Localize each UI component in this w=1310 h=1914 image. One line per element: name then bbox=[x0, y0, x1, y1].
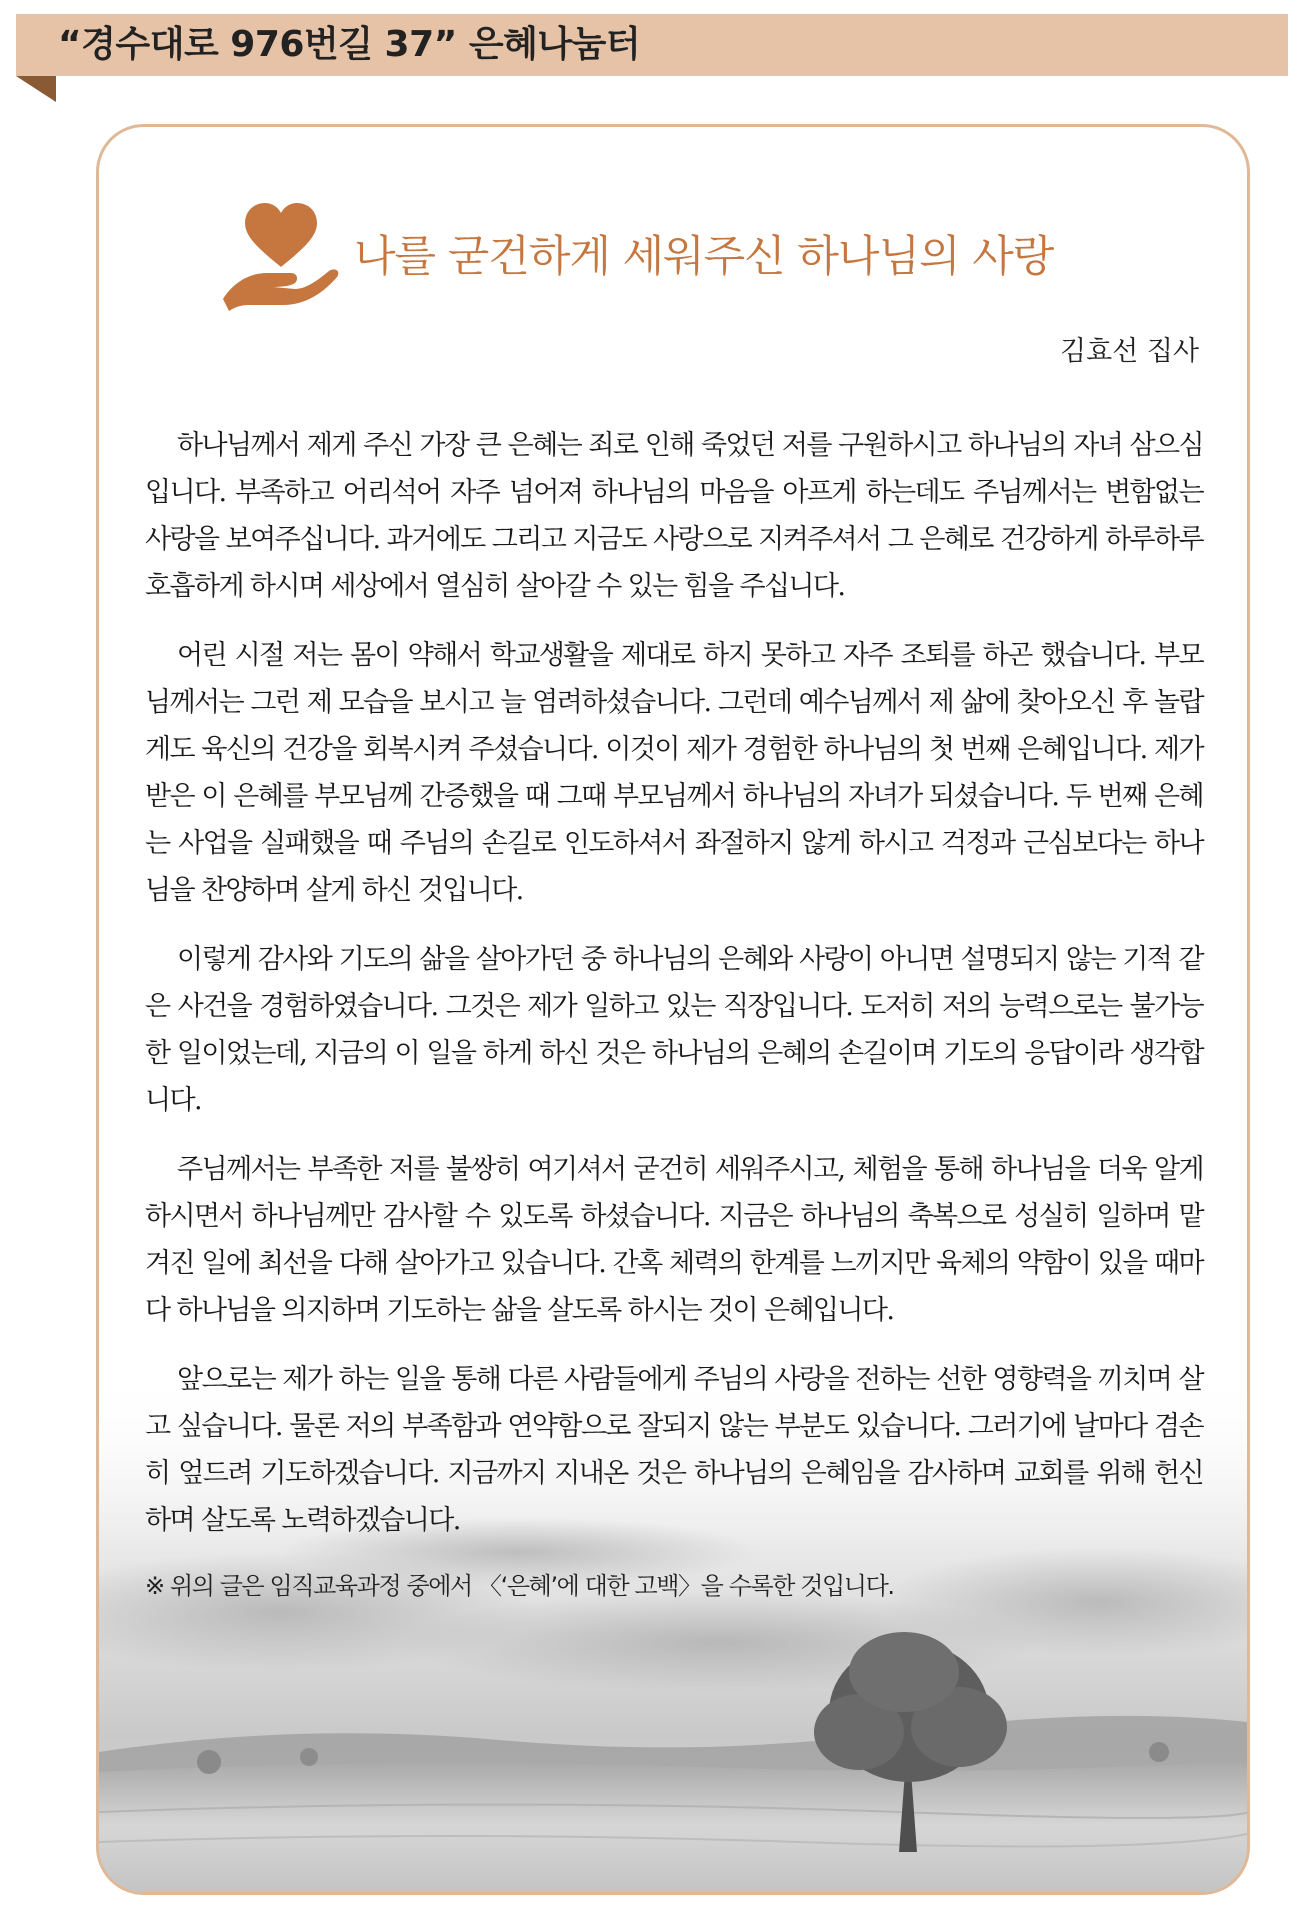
header-tab-corner bbox=[16, 76, 56, 102]
article-body bbox=[145, 422, 1203, 1606]
article-card bbox=[96, 124, 1250, 1895]
author-name: 김효선 집사 bbox=[1060, 336, 1199, 367]
article-title-row bbox=[219, 197, 1139, 317]
article-title: 나를 굳건하게 세워주신 하나님의 사랑 bbox=[354, 232, 1054, 282]
heart-in-hand-icon bbox=[219, 197, 343, 317]
paragraph: 하나님께서 제게 주신 가장 큰 은혜는 죄로 인해 죽었던 저를 구원하시고 하나님의 자녀 삼으심입니다. 부족하고 어리석어 자주 넘어져 하나님의 마음을 아프게 하는데도 주님께서는 변함없는 사랑을 보여주십니다. 과거에도 그리고 지금도 사랑으로 지켜주셔서 그 은혜로 건강하게 하루하루 호흡하게 하시며 세상에서 열심히 살아갈 수 있는 힘을 주십니다. bbox=[145, 430, 1203, 602]
paragraph: 주님께서는 부족한 저를 불쌍히 여기셔서 굳건히 세워주시고, 체험을 통해 하나님을 더욱 알게 하시면서 하나님께만 감사할 수 있도록 하셨습니다. 지금은 하나님의 축복으로 성실히 일하며 맡겨진 일에 최선을 다해 살아가고 있습니다. 간혹 체력의 한계를 느끼지만 육체의 약함이 있을 때마다 하나님을 의지하며 기도하는 삶을 살도록 하시는 것이 은혜입니다. bbox=[145, 1154, 1203, 1326]
paragraph: 이렇게 감사와 기도의 삶을 살아가던 중 하나님의 은혜와 사랑이 아니면 설명되지 않는 기적 같은 사건을 경험하였습니다. 그것은 제가 일하고 있는 직장입니다. 도저히 저의 능력으로는 불가능한 일이었는데, 지금의 이 일을 하게 하신 것은 하나님의 은혜의 손길이며 기도의 응답이라 생각합니다. bbox=[145, 944, 1203, 1116]
source-note: ※ 위의 글은 임직교육과정 중에서 〈‘은혜’에 대한 고백〉을 수록한 것입니다. bbox=[145, 1572, 894, 1600]
page-section-title: “경수대로 976번길 37” 은혜나눔터 bbox=[58, 24, 641, 65]
paragraph: 어린 시절 저는 몸이 약해서 학교생활을 제대로 하지 못하고 자주 조퇴를 하곤 했습니다. 부모님께서는 그런 제 모습을 보시고 늘 염려하셨습니다. 그런데 예수님께서 제 삶에 찾아오신 후 놀랍게도 육신의 건강을 회복시켜 주셨습니다. 이것이 제가 경험한 하나님의 첫 번째 은혜입니다. 제가 받은 이 은혜를 부모님께 간증했을 때 그때 부모님께서 하나님의 자녀가 되셨습니다. 두 번째 은혜는 사업을 실패했을 때 주님의 손길로 인도하셔서 좌절하지 않게 하시고 걱정과 근심보다는 하나님을 찬양하며 살게 하신 것입니다. bbox=[145, 640, 1203, 906]
paragraph: 앞으로는 제가 하는 일을 통해 다른 사람들에게 주님의 사랑을 전하는 선한 영향력을 끼치며 살고 싶습니다. 물론 저의 부족함과 연약함으로 잘되지 않는 부분도 있습니다. 그러기에 날마다 겸손히 엎드려 기도하겠습니다. 지금까지 지내온 것은 하나님의 은혜임을 감사하며 교회를 위해 헌신하며 살도록 노력하겠습니다. bbox=[145, 1364, 1203, 1536]
